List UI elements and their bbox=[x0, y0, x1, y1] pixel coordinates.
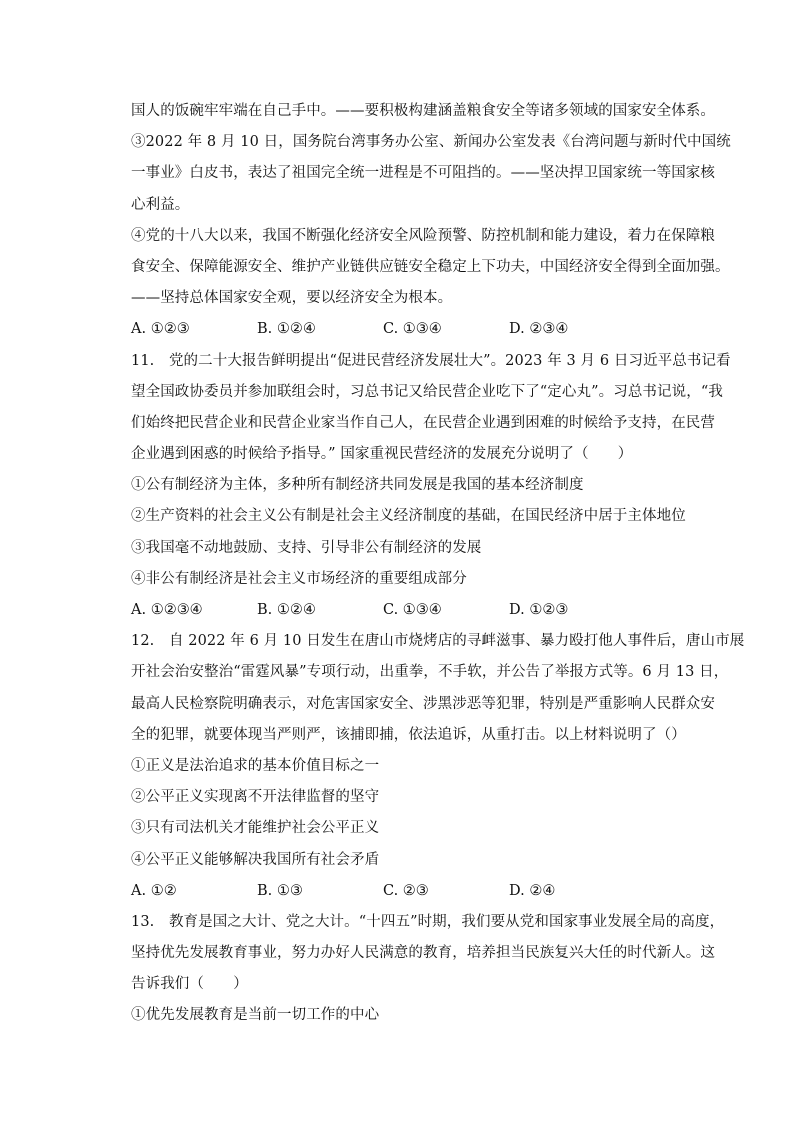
text-line: 坚持优先发展教育事业，努力办好人民满意的教育，培养担当民族复兴大任的时代新人。这 bbox=[131, 945, 715, 962]
text-line: ④公平正义能够解决我国所有社会矛盾 bbox=[131, 851, 380, 868]
text-line: 食安全、保障能源安全、维护产业链供应链安全稳定上下功夫，中国经济安全得到全面加强。 bbox=[131, 258, 730, 275]
answer-option: D. ②④ bbox=[509, 882, 556, 899]
text-line: 最高人民检察院明确表示，对危害国家安全、涉黑涉恶等犯罪，特别是严重影响人民群众安 bbox=[131, 695, 715, 712]
text-line: 一事业》白皮书，表达了祖国完全统一进程是不可阻挡的。——坚决捍卫国家统一等国家核 bbox=[131, 165, 715, 182]
text-line: ②公平正义实现离不开法律监督的坚守 bbox=[131, 789, 380, 806]
text-line: 13. 教育是国之大计、党之大计。“十四五”时期，我们要从党和国家事业发展全局的高度， bbox=[131, 913, 725, 930]
text-line: ③我国毫不动地鼓励、支持、引导非公有制经济的发展 bbox=[131, 539, 482, 556]
answer-option: A. ①②③ bbox=[131, 321, 190, 338]
answer-option: B. ①②④ bbox=[257, 321, 316, 338]
text-line: ④党的十八大以来，我国不断强化经济安全风险预警、防控机制和能力建设，着力在保障粮 bbox=[131, 227, 715, 244]
text-line: 望全国政协委员并参加联组会时，习总书记又给民营企业吃下了“定心丸”。习总书记说，“我 bbox=[131, 383, 723, 400]
text-line: 国人的饭碗牢牢端在自己手中。——要积极构建涵盖粮食安全等诸多领域的国家安全体系。 bbox=[131, 103, 715, 119]
text-line: 11. 党的二十大报告鲜明提出“促进民营经济发展壮大”。2023 年 3 月 6 日习近平总书记看 bbox=[131, 352, 731, 369]
text-line: 开社会治安整治“雷霆风暴”专项行动，出重拳，不手软，并公告了举报方式等。6 月 13 日， bbox=[131, 664, 729, 681]
text-line: ②生产资料的社会主义公有制是社会主义经济制度的基础，在国民经济中居于主体地位 bbox=[131, 508, 686, 525]
text-line: ①正义是法治追求的基本价值目标之一 bbox=[131, 757, 380, 774]
answer-option: A. ①②③④ bbox=[131, 602, 203, 618]
answer-options-row bbox=[131, 876, 711, 907]
text-line: ①优先发展教育是当前一切工作的中心 bbox=[131, 1007, 380, 1024]
answer-option: C. ②③ bbox=[383, 882, 429, 899]
text-line: 12. 自 2022 年 6 月 10 日发生在唐山市烧烤店的寻衅滋事、暴力殴打他人事件后，唐山市展 bbox=[131, 633, 745, 650]
answer-option: C. ①③④ bbox=[383, 321, 442, 338]
answer-option: A. ①② bbox=[131, 882, 177, 899]
text-line: ③2022 年 8 月 10 日，国务院台湾事务办公室、新闻办公室发表《台湾问题与新时代中国统 bbox=[131, 134, 731, 151]
text-line: ——坚持总体国家安全观，要以经济安全为根本。 bbox=[131, 290, 453, 307]
text-line: 告诉我们（ ） bbox=[131, 976, 248, 993]
text-line: 企业遇到困惑的时候给予指导。” 国家重视民营经济的发展充分说明了（ ） bbox=[131, 446, 633, 463]
exam-content bbox=[131, 96, 745, 1032]
text-line: ①公有制经济为主体，多种所有制经济共同发展是我国的基本经济制度 bbox=[131, 477, 584, 494]
answer-option: B. ①③ bbox=[257, 882, 303, 899]
text-line: 们始终把民营企业和民营企业家当作自己人，在民营企业遇到困难的时候给予支持，在民营 bbox=[131, 414, 715, 431]
answer-option: C. ①③④ bbox=[383, 602, 442, 618]
answer-option: B. ①②④ bbox=[257, 602, 316, 618]
answer-options-row bbox=[131, 595, 711, 626]
answer-option: D. ②③④ bbox=[509, 321, 569, 338]
question-text-flow bbox=[131, 96, 745, 1032]
text-line: 心利益。 bbox=[131, 196, 190, 213]
text-line: 全的犯罪，就要体现当严则严，该捕即捕，依法追诉，从重打击。以上材料说明了（） bbox=[131, 726, 686, 743]
text-line: ③只有司法机关才能维护社会公平正义 bbox=[131, 820, 380, 837]
text-line: ④非公有制经济是社会主义市场经济的重要组成部分 bbox=[131, 570, 467, 587]
answer-option: D. ①②③ bbox=[509, 602, 569, 618]
answer-options-row bbox=[131, 314, 711, 345]
